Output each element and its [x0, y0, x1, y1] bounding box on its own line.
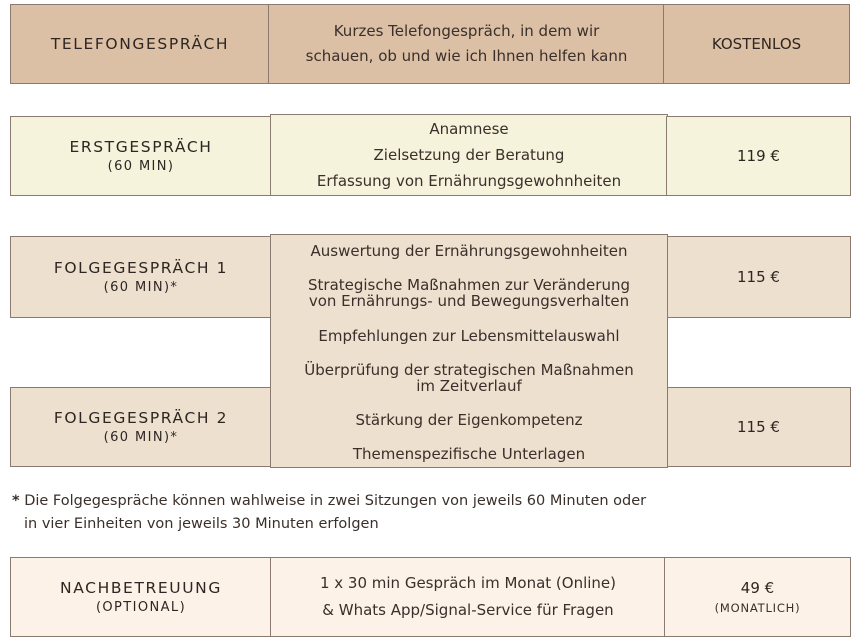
nach-price: 49 €	[740, 579, 775, 597]
telefon-desc-line: schauen, ob und wie ich Ihnen helfen kann	[305, 47, 628, 65]
footnote-line: Die Folgegespräche können wahlweise in zwei Sitzungen von jeweils 60 Minuten oder	[19, 493, 647, 509]
nach-desc-cell	[270, 557, 666, 637]
telefon-title: TELEFONGESPRÄCH	[50, 35, 230, 53]
telefon-desc-line: Kurzes Telefongespräch, in dem wir	[333, 22, 600, 40]
erst-title-cell	[10, 116, 272, 196]
telefon-title-cell	[10, 4, 270, 84]
folge2-title: FOLGEGESPRÄCH 2	[53, 409, 229, 427]
folge1-price: 115 €	[737, 268, 780, 286]
nach-desc-line: & Whats App/Signal-Service für Fragen	[322, 601, 614, 619]
folge-item: im Zeitverlauf	[416, 377, 522, 395]
folge2-price-cell	[666, 387, 851, 467]
telefon-price-cell	[663, 4, 850, 84]
erst-title: ERSTGESPRÄCH	[69, 138, 213, 156]
nach-price-cell	[664, 557, 851, 637]
nach-title: NACHBETREUUNG	[60, 579, 222, 597]
folge-item: Strategische Maßnahmen zur Veränderung	[308, 276, 630, 294]
folge2-sub: (60 MIN)*	[103, 430, 179, 445]
nach-desc-line: 1 x 30 min Gespräch im Monat (Online)	[319, 574, 617, 592]
folge-item: von Ernährungs- und Bewegungsverhalten	[308, 292, 630, 310]
folge1-title: FOLGEGESPRÄCH 1	[53, 259, 229, 277]
erst-desc-line: Zielsetzung der Beratung	[373, 146, 565, 164]
nach-sub: (OPTIONAL)	[95, 600, 187, 615]
nach-price-sub: (MONATLICH)	[714, 601, 801, 615]
folge-item: Überprüfung der strategischen Maßnahmen	[304, 361, 634, 379]
folge-item: Empfehlungen zur Lebensmittelauswahl	[318, 327, 620, 345]
folge-items-cell	[270, 234, 668, 468]
erst-desc-line: Erfassung von Ernährungsgewohnheiten	[316, 172, 622, 190]
telefon-desc-cell	[268, 4, 665, 84]
folge2-title-cell	[10, 387, 272, 467]
footnote-star: *	[12, 493, 20, 509]
erst-sub: (60 MIN)	[107, 159, 175, 174]
folge-item: Themenspezifische Unterlagen	[352, 445, 586, 463]
erst-price: 119 €	[737, 147, 780, 165]
folge-item: Stärkung der Eigenkompetenz	[355, 411, 583, 429]
folge1-title-cell	[10, 236, 272, 318]
folge1-price-cell	[666, 236, 851, 318]
erst-desc-line: Anamnese	[429, 120, 509, 138]
footnote	[12, 490, 646, 536]
folge2-price: 115 €	[737, 418, 780, 436]
erst-desc-cell	[270, 114, 668, 196]
folge-item: Auswertung der Ernährungsgewohnheiten	[310, 242, 628, 260]
telefon-price: KOSTENLOS	[711, 35, 802, 53]
folge1-sub: (60 MIN)*	[103, 280, 179, 295]
footnote-line: in vier Einheiten von jeweils 30 Minuten erfolgen	[24, 516, 379, 532]
nach-title-cell	[10, 557, 272, 637]
erst-price-cell	[666, 116, 851, 196]
